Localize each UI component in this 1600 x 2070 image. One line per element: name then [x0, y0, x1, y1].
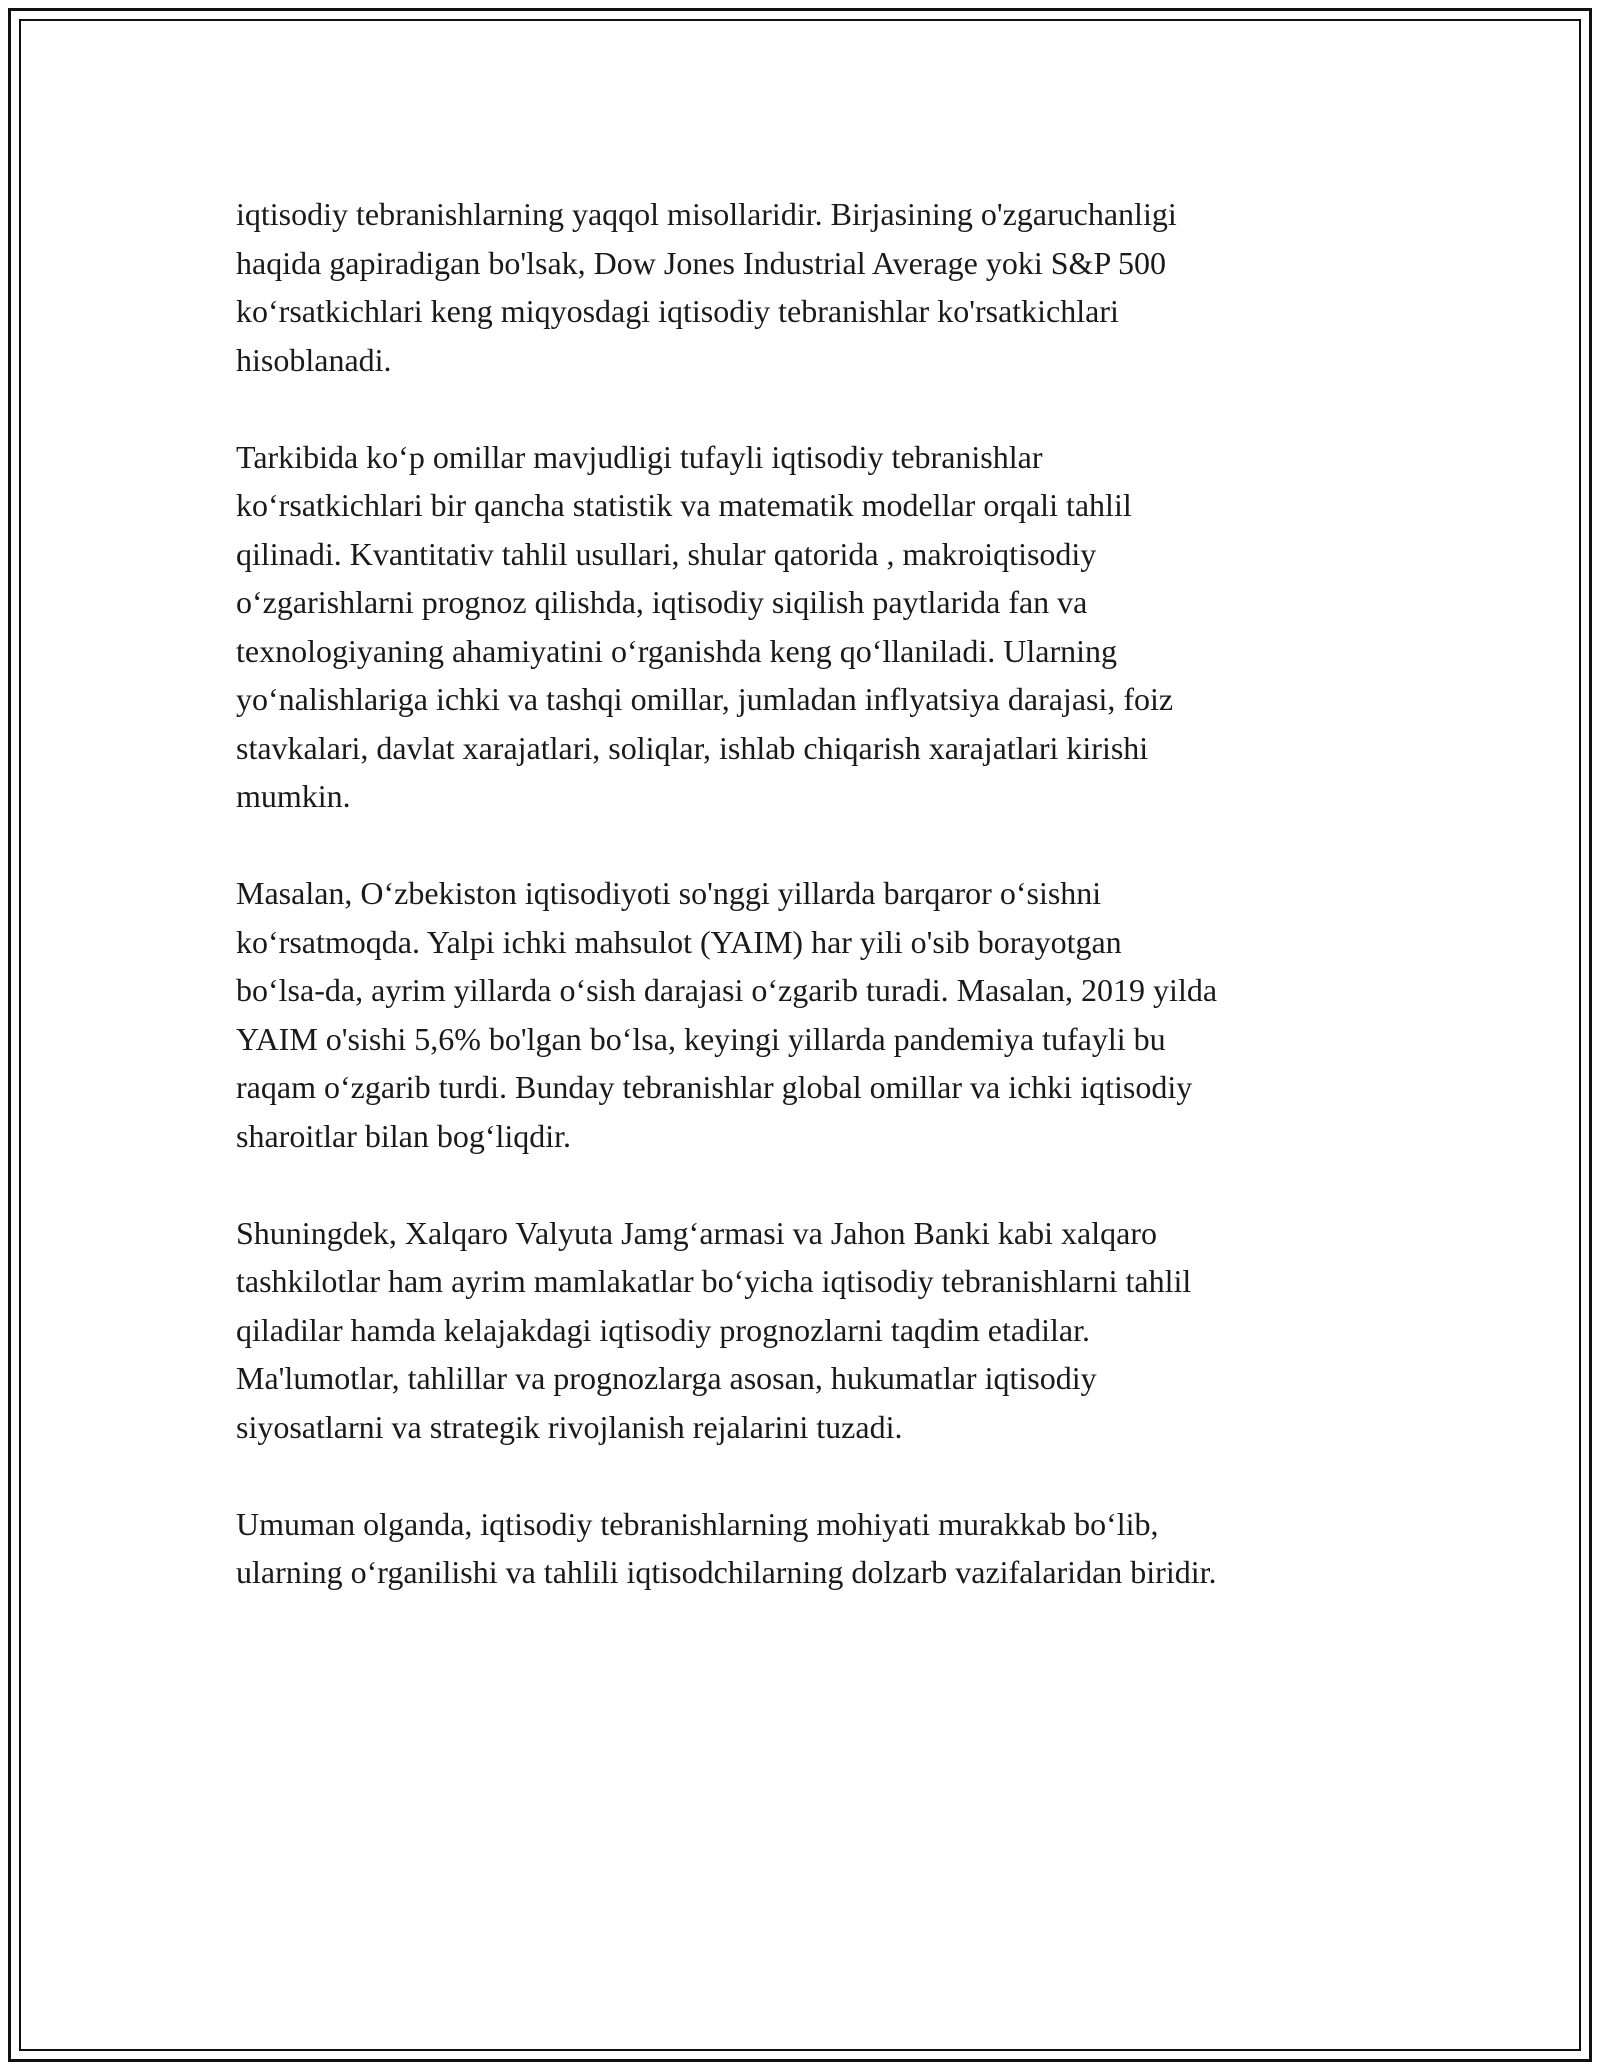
text-line: hisoblanadi. — [236, 341, 392, 378]
text-line: ko‘rsatkichlari bir qancha statistik va matematik modellar orqali tahlil — [236, 487, 1132, 523]
text-line: stavkalari, davlat xarajatlari, soliqlar, ishlab chiqarish xarajatlari kirishi — [236, 729, 1149, 766]
text-line: Umuman olganda, iqtisodiy tebranishlarning mohiyati murakkab bo‘lib, — [236, 1505, 1159, 1542]
text-line: sharoitlar bilan bog‘liqdir. — [236, 1117, 572, 1154]
document-body — [236, 190, 1386, 1645]
text-line: ko‘rsatkichlari keng miqyosdagi iqtisodiy tebranishlar ko'rsatkichlari — [236, 293, 1119, 329]
paragraph — [236, 1209, 1386, 1452]
paragraph — [236, 1500, 1386, 1597]
text-line: ularning o‘rganilishi va tahlili iqtisodchilarning dolzarb vazifalaridan biridir. — [236, 1554, 1217, 1590]
text-line: mumkin. — [236, 778, 351, 814]
text-line: Tarkibida ko‘p omillar mavjudligi tufayli iqtisodiy tebranishlar — [236, 438, 1043, 475]
paragraph — [236, 433, 1386, 821]
text-line: siyosatlarni va strategik rivojlanish rejalarini tuzadi. — [236, 1408, 903, 1445]
text-line: iqtisodiy tebranishlarning yaqqol misollaridir. Birjasining o'zgaruchanligi — [236, 196, 1177, 232]
text-line: qilinadi. Kvantitativ tahlil usullari, shular qatorida , makroiqtisodiy — [236, 535, 1097, 572]
text-line: bo‘lsa-da, ayrim yillarda o‘sish darajasi o‘zgarib turadi. Masalan, 2019 yilda — [236, 972, 1218, 1008]
text-line: ko‘rsatmoqda. Yalpi ichki mahsulot (YAIM) har yili o'sib borayotgan — [236, 923, 1122, 960]
text-line: Shuningdek, Xalqaro Valyuta Jamg‘armasi va Jahon Banki kabi xalqaro — [236, 1214, 1157, 1251]
paragraph — [236, 190, 1386, 384]
text-line: raqam o‘zgarib turdi. Bunday tebranishlar global omillar va ichki iqtisodiy — [236, 1069, 1193, 1105]
text-line: texnologiyaning ahamiyatini o‘rganishda keng qo‘llaniladi. Ularning — [236, 632, 1117, 669]
text-line: haqida gapiradigan bo'lsak, Dow Jones Industrial Average yoki S&P 500 — [236, 244, 1167, 281]
text-line: YAIM o'sishi 5,6% bo'lgan bo‘lsa, keyingi yillarda pandemiya tufayli bu — [236, 1020, 1166, 1057]
text-line: Masalan, O‘zbekiston iqtisodiyoti so'nggi yillarda barqaror o‘sishni — [236, 875, 1102, 911]
paragraph — [236, 869, 1386, 1160]
text-line: o‘zgarishlarni prognoz qilishda, iqtisodiy siqilish paytlarida fan va — [236, 584, 1088, 620]
text-line: yo‘nalishlariga ichki va tashqi omillar, jumladan inflyatsiya darajasi, foiz — [236, 681, 1174, 717]
text-line: qiladilar hamda kelajakdagi iqtisodiy prognozlarni taqdim etadilar. — [236, 1311, 1090, 1348]
text-line: Ma'lumotlar, tahlillar va prognozlarga asosan, hukumatlar iqtisodiy — [236, 1360, 1097, 1396]
text-line: tashkilotlar ham ayrim mamlakatlar bo‘yicha iqtisodiy tebranishlarni tahlil — [236, 1263, 1192, 1299]
